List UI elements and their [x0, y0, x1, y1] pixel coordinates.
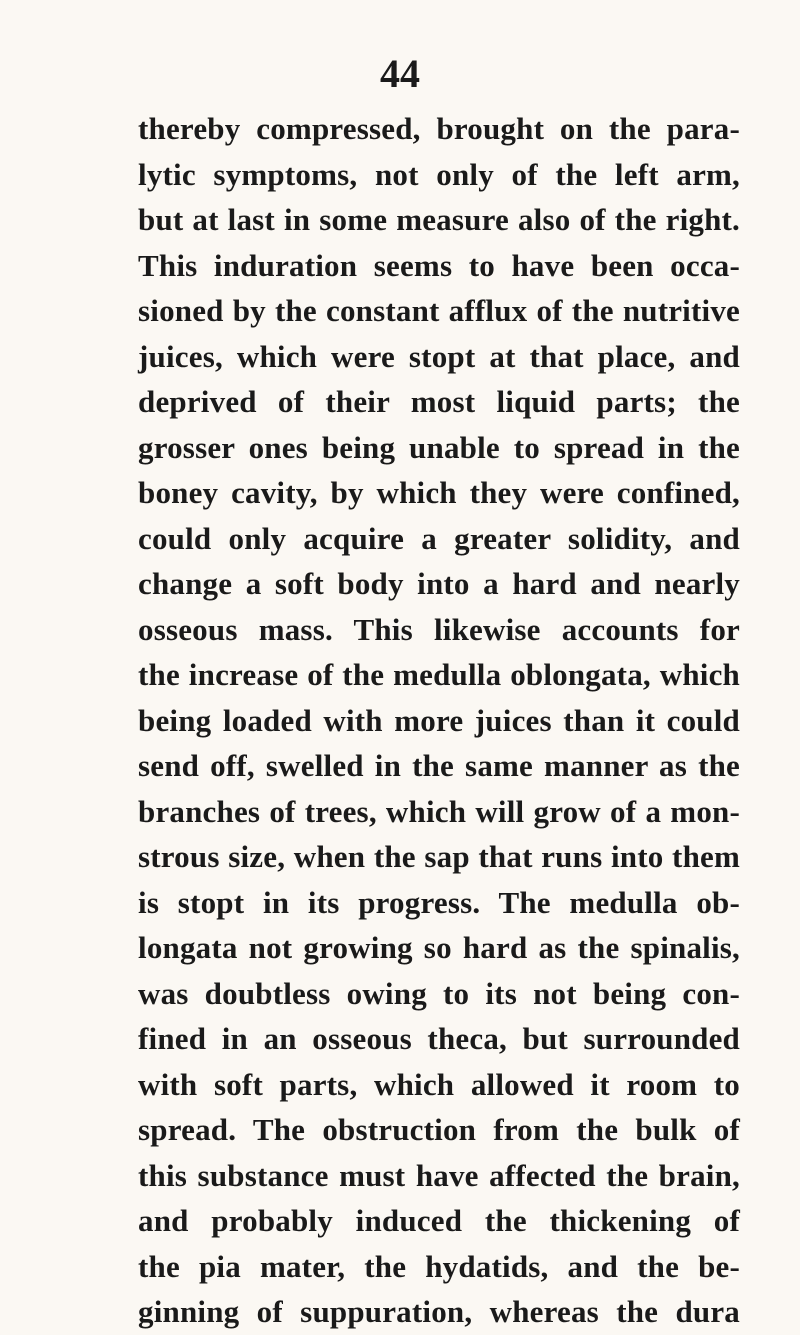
text-line: thereby compressed, brought on the para-	[138, 111, 740, 146]
text-line: being loaded with more juices than it could	[138, 702, 740, 738]
text-line: with soft parts, which allowed it room to	[138, 1066, 740, 1102]
body-text	[138, 106, 740, 1335]
text-line: spread. The obstruction from the bulk of	[138, 1112, 740, 1147]
text-line: This induration seems to have been occa-	[138, 247, 740, 283]
text-line: could only acquire a greater solidity, and	[138, 520, 740, 556]
text-line: strous size, when the sap that runs into them	[138, 839, 740, 874]
text-line: and probably induced the thickening of	[138, 1203, 740, 1238]
text-line: juices, which were stopt at that place, and	[138, 338, 740, 374]
text-line: ginning of suppuration, whereas the dura	[138, 1294, 740, 1329]
text-line: boney cavity, by which they were confined,	[138, 475, 740, 510]
text-line: grosser ones being unable to spread in the	[138, 429, 740, 465]
text-line: osseous mass. This likewise accounts for	[138, 611, 740, 647]
text-line: change a soft body into a hard and nearly	[138, 566, 740, 601]
text-line: but at last in some measure also of the right.	[138, 202, 740, 237]
text-line: lytic symptoms, not only of the left arm,	[138, 156, 740, 192]
text-line: is stopt in its progress. The medulla ob-	[138, 884, 740, 920]
text-line: sioned by the constant afflux of the nutritive	[138, 293, 740, 328]
text-line: send off, swelled in the same manner as the	[138, 748, 740, 783]
text-line: the increase of the medulla oblongata, which	[138, 657, 740, 692]
text-line: was doubtless owing to its not being con-	[138, 975, 740, 1011]
text-line: branches of trees, which will grow of a mon-	[138, 793, 740, 829]
page-number: 44	[380, 51, 420, 96]
text-line: deprived of their most liquid parts; the	[138, 384, 740, 419]
text-line: the pia mater, the hydatids, and the be-	[138, 1248, 740, 1284]
text-line: longata not growing so hard as the spinalis,	[138, 930, 740, 965]
text-line: fined in an osseous theca, but surrounded	[138, 1021, 740, 1056]
text-line: this substance must have affected the brain,	[138, 1157, 740, 1193]
